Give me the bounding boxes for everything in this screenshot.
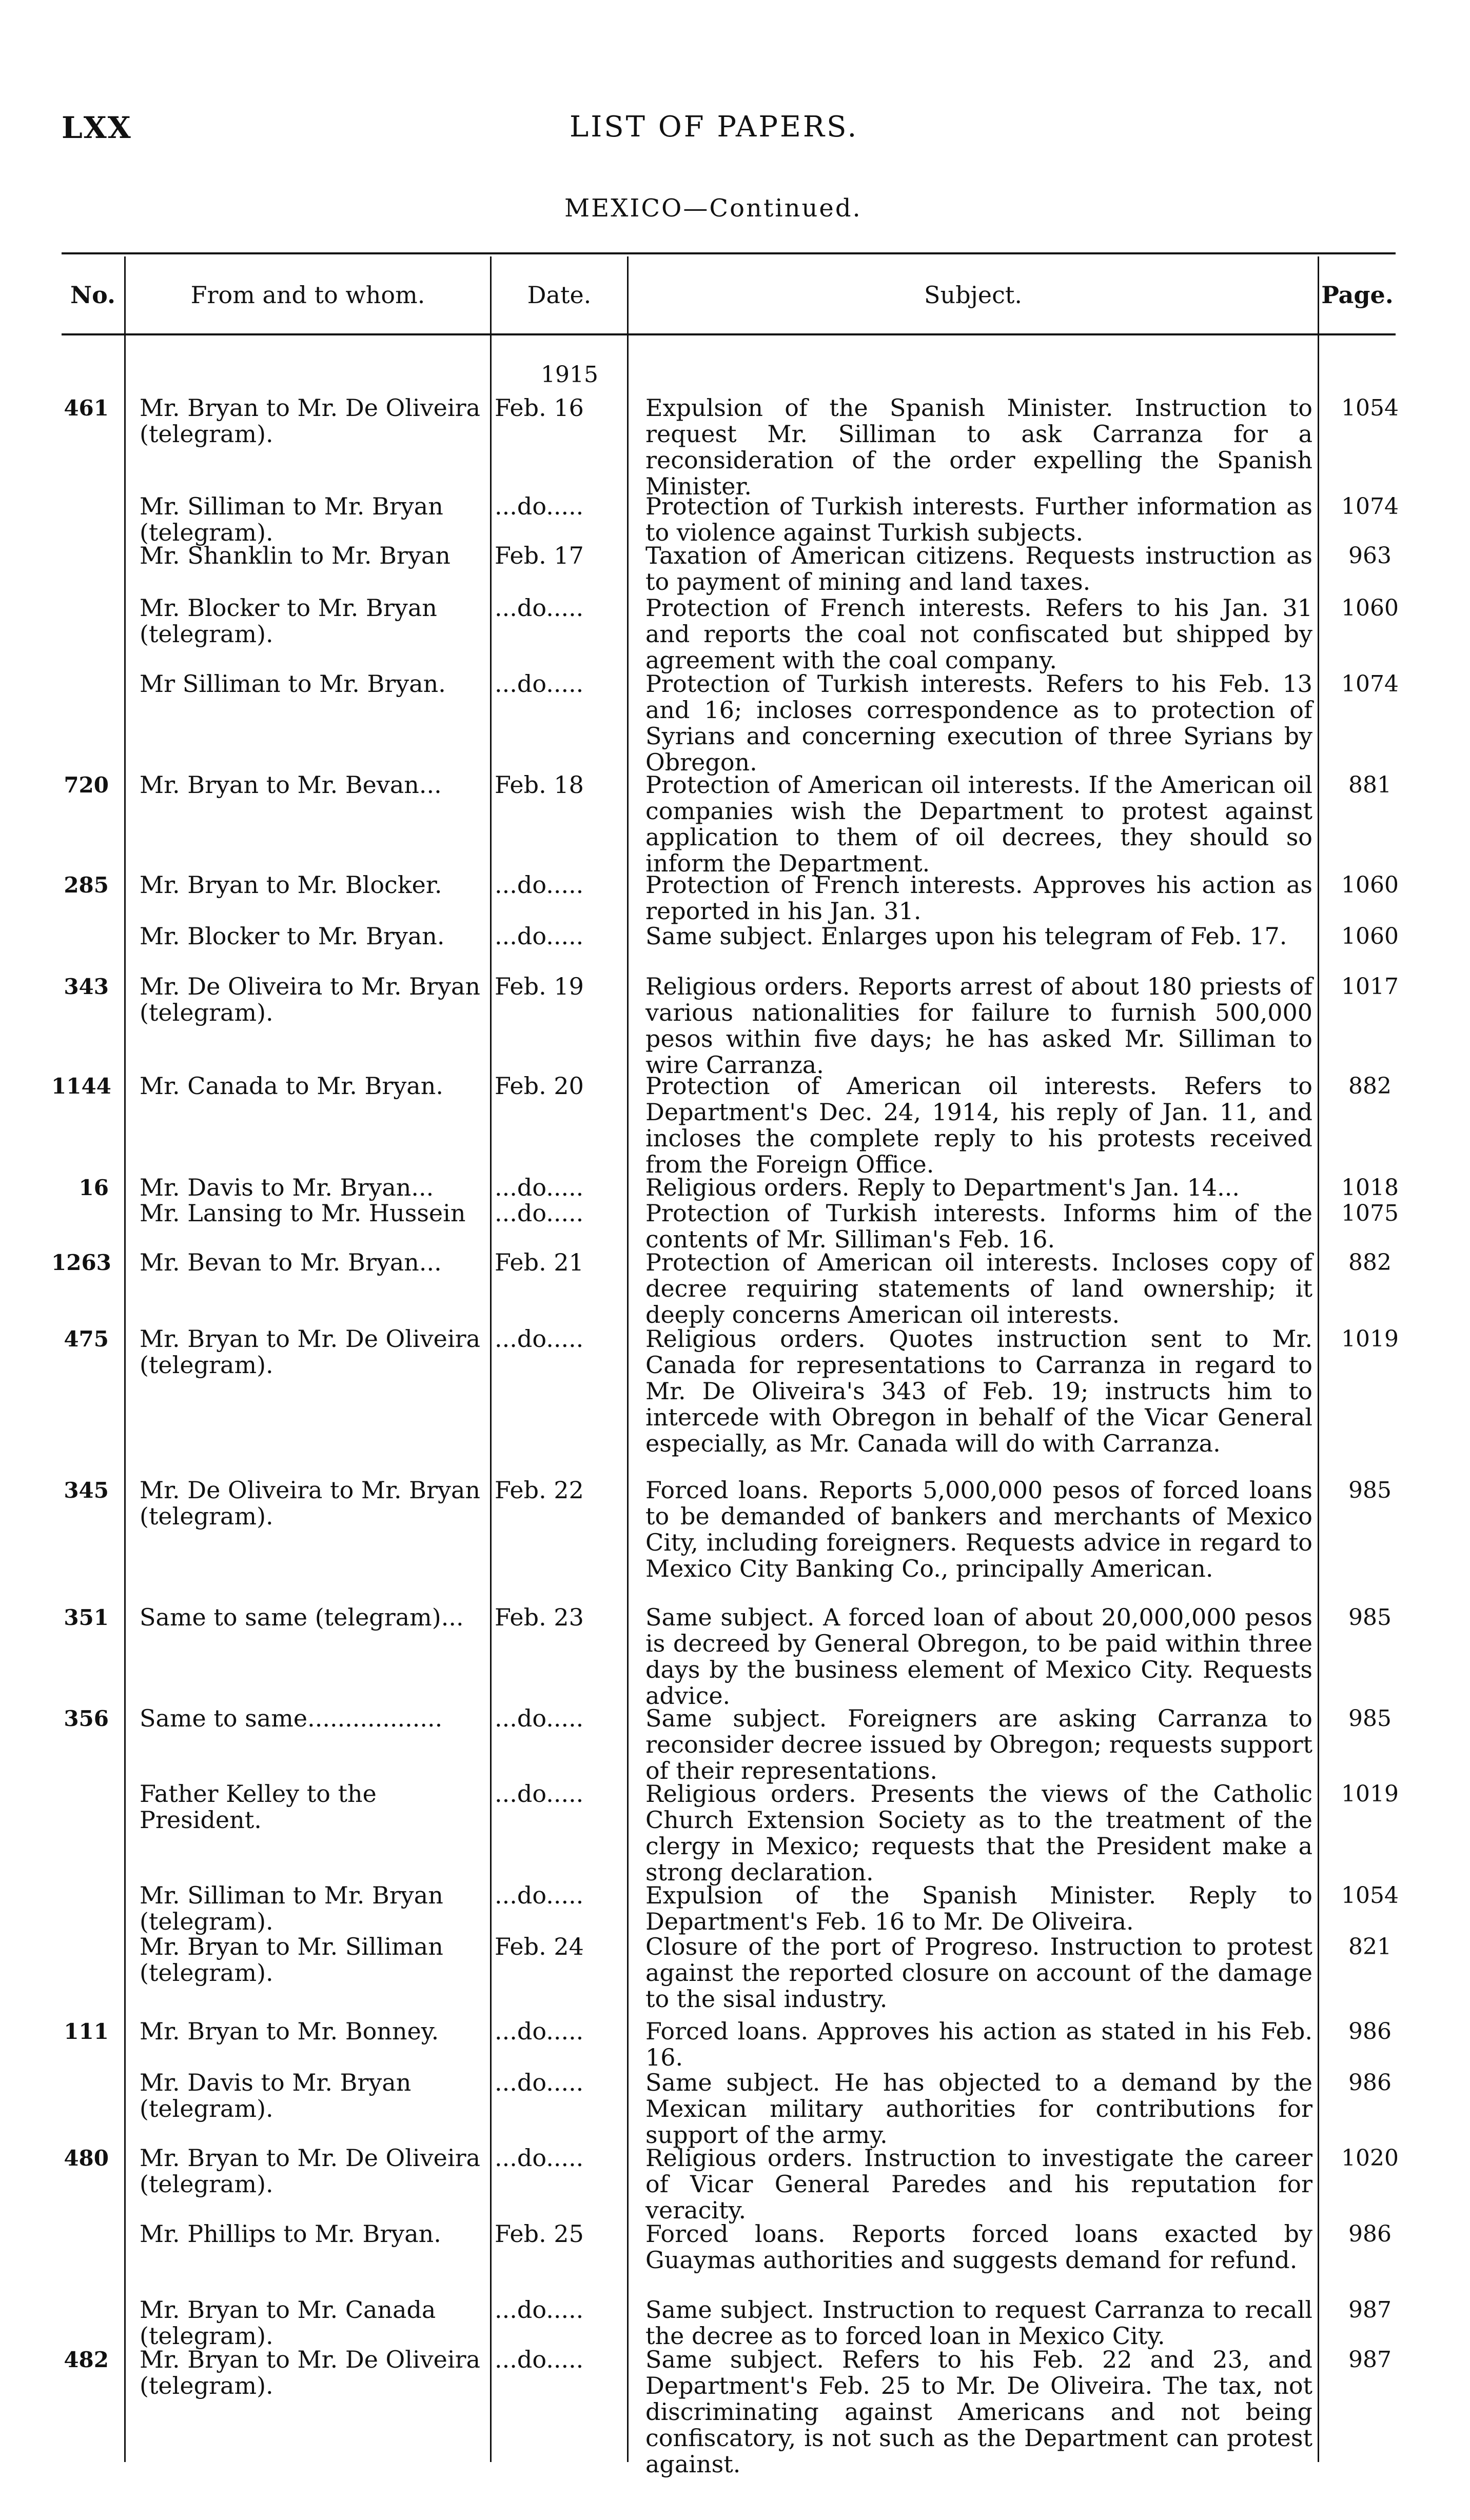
entry-subject: Same subject. He has objected to a demand by the Mexican military authorities for contributions for support of the army.	[645, 2069, 1312, 2149]
entry-correspondents: Mr. Bryan to Mr. Canada (telegram).	[140, 2296, 436, 2350]
entry-date: ...do.....	[495, 1881, 584, 1909]
entry-page: 882	[1348, 1073, 1391, 1099]
entry-correspondents: Same to same..................	[140, 1704, 443, 1732]
entry-correspondents: Mr. Bryan to Mr. De Oliveira (telegram).	[140, 2346, 481, 2399]
entry-page: 986	[1348, 2070, 1391, 2096]
entry-subject: Expulsion of the Spanish Minister. Instruction to request Mr. Silliman to ask Carranza for a reconsideration of the order expelling the Spanish Minister.	[645, 394, 1312, 500]
entry-date: Feb. 18	[495, 771, 584, 799]
entry-correspondents: Mr. De Oliveira to Mr. Bryan (telegram).	[140, 1476, 481, 1530]
entry-page: 881	[1348, 772, 1391, 798]
entry-correspondents: Mr. Phillips to Mr. Bryan.	[140, 2220, 441, 2248]
entry-date: Feb. 16	[495, 394, 584, 422]
entry-correspondents: Mr. Bryan to Mr. De Oliveira (telegram).	[140, 2144, 481, 2198]
entry-subject: Forced loans. Reports forced loans exacted by Guaymas authorities and suggests demand for refund.	[645, 2220, 1312, 2274]
entry-date: ...do.....	[495, 2144, 584, 2172]
entry-page: 987	[1348, 2347, 1391, 2373]
table-header-rule	[62, 333, 1396, 335]
entry-date: ...do.....	[495, 594, 584, 622]
entry-date: Feb. 21	[495, 1248, 584, 1276]
entry-page: 986	[1348, 2221, 1391, 2247]
entry-date: Feb. 23	[495, 1603, 584, 1631]
column-header-no: No.	[70, 281, 115, 309]
entry-date: Feb. 20	[495, 1072, 584, 1100]
entry-page: 1017	[1341, 974, 1399, 1000]
column-divider	[490, 256, 492, 2462]
entry-number: 351	[64, 1605, 109, 1630]
entry-page: 1019	[1341, 1326, 1399, 1352]
entry-page: 985	[1348, 1477, 1391, 1503]
entry-correspondents: Mr. Blocker to Mr. Bryan.	[140, 922, 445, 950]
entry-number: 111	[64, 2019, 109, 2044]
entry-subject: Same subject. Enlarges upon his telegram of Feb. 17.	[645, 922, 1287, 950]
entry-correspondents: Mr. Bryan to Mr. De Oliveira (telegram).	[140, 1325, 481, 1379]
column-divider	[1318, 256, 1319, 2462]
entry-page: 1060	[1341, 923, 1399, 949]
entry-page: 1074	[1341, 493, 1399, 520]
entry-subject: Forced loans. Approves his action as stated in his Feb. 16.	[645, 2017, 1312, 2071]
entry-subject: Religious orders. Quotes instruction sent to Mr. Canada for representations to Carranza in regard to Mr. De Oliveira's 343 of Feb. 19; instructs him to intercede with Obregon in behalf of the Vicar General especially, as Mr. Canada will do with Carranza.	[645, 1325, 1312, 1457]
entry-subject: Expulsion of the Spanish Minister. Reply to Department's Feb. 16 to Mr. De Oliveira.	[645, 1881, 1312, 1935]
entry-correspondents: Mr. Bryan to Mr. De Oliveira (telegram).	[140, 394, 481, 448]
entry-subject: Protection of American oil interests. Incloses copy of decree requiring statements of land ownership; it deeply concerns American oil interests.	[645, 1248, 1312, 1328]
entry-correspondents: Mr. Blocker to Mr. Bryan (telegram).	[140, 594, 437, 648]
column-header-page: Page.	[1321, 281, 1394, 309]
year-label: 1915	[541, 362, 598, 388]
entry-date: ...do.....	[495, 492, 584, 520]
entry-page: 1075	[1341, 1200, 1399, 1226]
entry-correspondents: Mr. Davis to Mr. Bryan...	[140, 1174, 434, 1201]
entry-correspondents: Father Kelley to the President.	[140, 1780, 377, 1834]
entry-page: 985	[1348, 1604, 1391, 1631]
entry-page: 1060	[1341, 872, 1399, 898]
entry-number: 343	[64, 974, 109, 999]
entry-date: Feb. 17	[495, 542, 584, 569]
entry-subject: Forced loans. Reports 5,000,000 pesos of forced loans to be demanded of bankers and merchants of Mexico City, including foreigners. Requests advice in regard to Mexico City Banking Co., principally American.	[645, 1476, 1312, 1582]
entry-subject: Religious orders. Reply to Department's Jan. 14...	[645, 1174, 1240, 1201]
entry-subject: Same subject. Instruction to request Carranza to recall the decree as to forced loan in Mexico City.	[645, 2296, 1312, 2350]
entry-date: ...do.....	[495, 1325, 584, 1353]
entry-page: 1020	[1341, 2145, 1399, 2171]
section-heading: MEXICO—Continued.	[564, 194, 862, 223]
entry-correspondents: Same to same (telegram)...	[140, 1603, 464, 1631]
entry-subject: Protection of French interests. Approves his action as reported in his Jan. 31.	[645, 871, 1312, 925]
entry-subject: Protection of American oil interests. Refers to Department's Dec. 24, 1914, his reply of Jan. 11, and incloses the complete reply to his protests received from the Foreign Office.	[645, 1072, 1312, 1178]
entry-subject: Closure of the port of Progreso. Instruction to protest against the reported closure on account of the damage to the sisal industry.	[645, 1933, 1312, 2013]
entry-date: ...do.....	[495, 2296, 584, 2324]
entry-subject: Religious orders. Instruction to investigate the career of Vicar General Paredes and his reputation for veracity.	[645, 2144, 1312, 2224]
column-header-date: Date.	[527, 281, 592, 309]
entry-subject: Same subject. Refers to his Feb. 22 and 23, and Department's Feb. 25 to Mr. De Oliveira. The tax, not discriminating against Americans and not being confiscatory, is not such as the Department can protest against.	[645, 2346, 1312, 2478]
entry-date: Feb. 19	[495, 973, 584, 1000]
entry-number: 1144	[51, 1074, 111, 1099]
entry-correspondents: Mr. Bevan to Mr. Bryan...	[140, 1248, 442, 1276]
entry-page: 1054	[1341, 1882, 1399, 1909]
entry-subject: Protection of Turkish interests. Informs him of the contents of Mr. Silliman's Feb. 16.	[645, 1199, 1312, 1253]
entry-number: 285	[64, 872, 109, 898]
entry-correspondents: Mr. Bryan to Mr. Bevan...	[140, 771, 442, 799]
entry-number: 475	[64, 1326, 109, 1352]
entry-correspondents: Mr. Bryan to Mr. Blocker.	[140, 871, 442, 899]
entry-number: 720	[64, 772, 109, 798]
entry-date: ...do.....	[495, 922, 584, 950]
entry-subject: Protection of Turkish interests. Refers to his Feb. 13 and 16; incloses correspondence as to protection of Syrians and concerning execution of three Syrians by Obregon.	[645, 670, 1312, 776]
entry-date: ...do.....	[495, 2017, 584, 2045]
entry-date: ...do.....	[495, 670, 584, 698]
entry-date: ...do.....	[495, 1174, 584, 1201]
column-divider	[627, 256, 629, 2462]
entry-correspondents: Mr. Bryan to Mr. Bonney.	[140, 2017, 439, 2045]
page-title: LIST OF PAPERS.	[570, 110, 859, 144]
entry-date: Feb. 25	[495, 2220, 584, 2248]
entry-page: 986	[1348, 2018, 1391, 2045]
column-header-subject: Subject.	[924, 281, 1022, 309]
entry-subject: Same subject. Foreigners are asking Carranza to reconsider decree issued by Obregon; requests support of their representations.	[645, 1704, 1312, 1784]
entry-number: 461	[64, 395, 109, 421]
entry-page: 963	[1348, 543, 1391, 569]
entry-correspondents: Mr Silliman to Mr. Bryan.	[140, 670, 446, 698]
entry-correspondents: Mr. De Oliveira to Mr. Bryan (telegram).	[140, 973, 481, 1026]
entry-subject: Religious orders. Reports arrest of about 180 priests of various nationalities for failure to furnish 500,000 pesos within five days; he has asked Mr. Silliman to wire Carranza.	[645, 973, 1312, 1079]
entry-page: 1054	[1341, 395, 1399, 421]
entry-correspondents: Mr. Bryan to Mr. Silliman (telegram).	[140, 1933, 443, 1987]
entry-subject: Protection of Turkish interests. Further information as to violence against Turkish subjects.	[645, 492, 1312, 546]
entry-page: 1018	[1341, 1175, 1399, 1201]
entry-number: 345	[64, 1478, 109, 1503]
entry-correspondents: Mr. Shanklin to Mr. Bryan	[140, 542, 450, 569]
entry-date: ...do.....	[495, 2069, 584, 2096]
entry-correspondents: Mr. Silliman to Mr. Bryan (telegram).	[140, 1881, 443, 1935]
entry-date: ...do.....	[495, 1780, 584, 1808]
entry-number: 1263	[51, 1250, 111, 1275]
entry-page: 821	[1348, 1934, 1391, 1960]
entry-date: ...do.....	[495, 1199, 584, 1227]
entry-number: 480	[64, 2146, 109, 2171]
entry-correspondents: Mr. Lansing to Mr. Hussein	[140, 1199, 466, 1227]
page-number: LXX	[62, 110, 132, 145]
entry-correspondents: Mr. Davis to Mr. Bryan (telegram).	[140, 2069, 411, 2122]
entry-page: 1019	[1341, 1781, 1399, 1807]
column-header-from: From and to whom.	[190, 281, 425, 309]
entry-page: 987	[1348, 2297, 1391, 2323]
entry-page: 882	[1348, 1249, 1391, 1276]
entry-date: ...do.....	[495, 1704, 584, 1732]
entry-number: 16	[79, 1175, 109, 1200]
entry-date: Feb. 24	[495, 1933, 584, 1960]
entry-subject: Protection of American oil interests. If the American oil companies wish the Department to protest against application to them of oil decrees, they should so inform the Department.	[645, 771, 1312, 877]
entry-correspondents: Mr. Canada to Mr. Bryan.	[140, 1072, 443, 1100]
entry-page: 985	[1348, 1705, 1391, 1732]
entry-number: 482	[64, 2347, 109, 2372]
entry-correspondents: Mr. Silliman to Mr. Bryan (telegram).	[140, 492, 443, 546]
entry-subject: Taxation of American citizens. Requests instruction as to payment of mining and land taxes.	[645, 542, 1312, 596]
entry-subject: Religious orders. Presents the views of the Catholic Church Extension Society as to the treatment of the clergy in Mexico; requests that the President make a strong declaration.	[645, 1780, 1312, 1886]
entry-subject: Same subject. A forced loan of about 20,000,000 pesos is decreed by General Obregon, to be paid within three days by the business element of Mexico City. Requests advice.	[645, 1603, 1312, 1710]
entry-page: 1074	[1341, 671, 1399, 697]
entry-date: ...do.....	[495, 2346, 584, 2373]
entry-number: 356	[64, 1706, 109, 1731]
entry-page: 1060	[1341, 595, 1399, 621]
column-divider	[124, 256, 126, 2462]
entry-date: Feb. 22	[495, 1476, 584, 1504]
entry-date: ...do.....	[495, 871, 584, 899]
running-head	[62, 110, 1396, 151]
entry-subject: Protection of French interests. Refers to his Jan. 31 and reports the coal not confiscated but shipped by agreement with the coal company.	[645, 594, 1312, 674]
table-top-rule	[62, 252, 1396, 254]
